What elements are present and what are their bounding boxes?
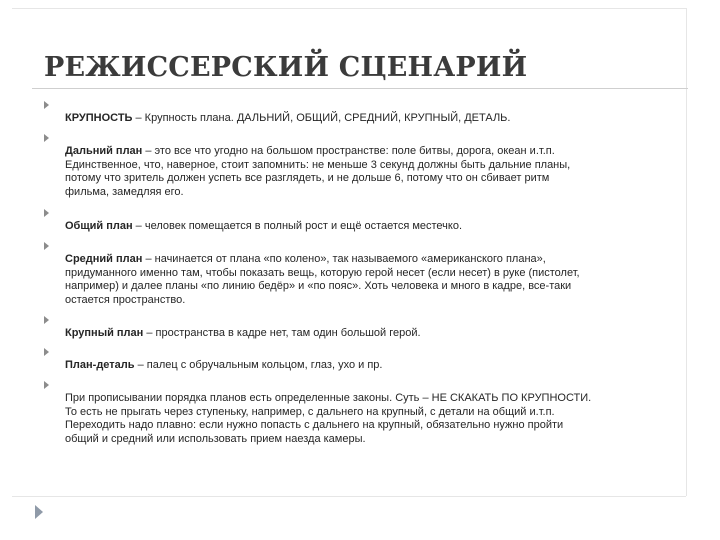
term-label: Средний план: [65, 253, 143, 266]
bullet-text: [65, 207, 675, 234]
bullet-marker-icon: [44, 101, 49, 109]
bullet-text: [65, 314, 675, 341]
term-label: КРУПНОСТЬ: [65, 112, 133, 125]
bullet-marker-icon: [44, 209, 49, 217]
term-description: – это все что угодно на большом пространстве: поле битвы, дорога, океан и.т.п. Единственное, что, наверное, стоит запомнить: не меньше 3 секунд должны быть дальние планы, потому что зритель должен успеть все разглядеть, и не дольше 6, потому что он сбивает ритм фильма, замедляя его.: [65, 145, 571, 198]
term-label: Дальний план: [65, 145, 143, 158]
term-description: – начинается от плана «по колено», так называемого «американского плана», придуманного именно там, чтобы показать вещь, которую герой несет (если несет) в руке (пистолет, например) и далее планы «по линию бедёр» и «по пояс». Хоть человека и много в кадре, все-таки остается пространство.: [65, 253, 580, 306]
term-label: Общий план: [65, 220, 133, 233]
bullet-marker-icon: [44, 134, 49, 142]
chevron-right-icon[interactable]: [30, 503, 48, 521]
bullet-marker-icon: [44, 381, 49, 389]
term-description: – пространства в кадре нет, там один большой герой.: [143, 327, 421, 340]
bullet-marker-icon: [44, 242, 49, 250]
slide-title: РЕЖИССЕРСКИЙ СЦЕНАРИЙ: [44, 52, 528, 83]
bullet-text: [65, 132, 675, 199]
bullet-text: [65, 379, 675, 446]
term-description: – Крупность плана. ДАЛЬНИЙ, ОБЩИЙ, СРЕДНИЙ, КРУПНЫЙ, ДЕТАЛЬ.: [132, 112, 511, 125]
bullet-text: [65, 346, 675, 373]
term-description: – человек помещается в полный рост и ещё остается местечко.: [132, 220, 463, 233]
bullet-text: [65, 240, 675, 307]
bullet-marker-icon: [44, 348, 49, 356]
bullet-marker-icon: [44, 316, 49, 324]
term-label: Крупный план: [65, 327, 144, 340]
term-description: При прописывании порядка планов есть определенные законы. Суть – НЕ СКАКАТЬ ПО КРУПНОСТИ. То есть не прыгать через ступеньку, например, с дальнего на крупный, с детали на общий и.т.п. Переходить надо плавно: если нужно попасть с дальнего на крупный, обязательно нужно пройти общий и средний или использовать прием наезда камеры.: [65, 392, 592, 445]
bullet-text: [65, 99, 675, 126]
term-description: – палец с обручальным кольцом, глаз, ухо и пр.: [134, 359, 383, 372]
term-label: План-деталь: [65, 359, 135, 372]
